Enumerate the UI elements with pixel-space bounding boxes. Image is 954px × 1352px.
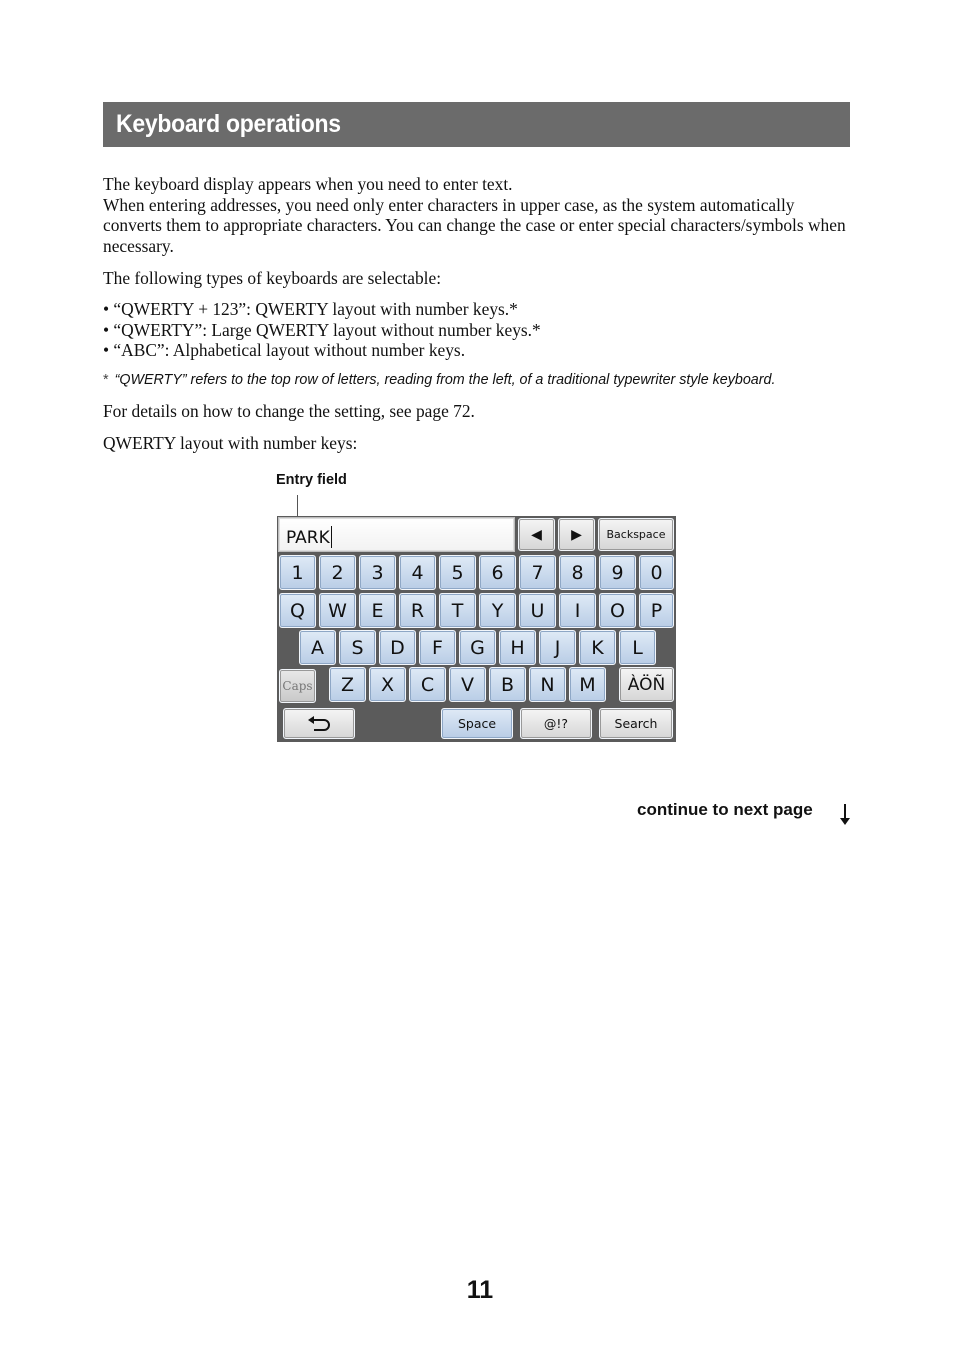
layout-caption-text: QWERTY layout with number keys: <box>103 433 358 453</box>
key-label: M <box>579 673 596 696</box>
key-w[interactable] <box>319 593 356 628</box>
key-label: O <box>610 599 625 622</box>
list-item: • “QWERTY + 123”: QWERTY layout with number keys.* <box>103 299 518 319</box>
key-p[interactable] <box>639 593 674 628</box>
search-button[interactable] <box>599 708 673 739</box>
entry-field-value: PARK <box>286 528 330 548</box>
key-y[interactable] <box>479 593 516 628</box>
key-k[interactable] <box>579 630 616 665</box>
key-o[interactable] <box>599 593 636 628</box>
right-arrow-icon: ▶ <box>571 526 582 543</box>
key-g[interactable] <box>459 630 496 665</box>
key-label: J <box>554 636 561 659</box>
key-m[interactable] <box>569 667 606 702</box>
key-label: U <box>530 599 545 622</box>
details-paragraph <box>103 401 853 422</box>
key-label: B <box>500 673 515 696</box>
key-j[interactable] <box>539 630 576 665</box>
key-label: S <box>351 636 364 659</box>
search-label: Search <box>614 716 658 731</box>
key-i[interactable] <box>559 593 596 628</box>
entry-field[interactable] <box>278 517 515 552</box>
accented-characters-button[interactable] <box>619 667 674 702</box>
key-1[interactable] <box>279 555 316 590</box>
key-z[interactable] <box>329 667 366 702</box>
key-v[interactable] <box>449 667 486 702</box>
back-icon <box>306 716 332 732</box>
layout-caption <box>103 433 853 454</box>
key-3[interactable] <box>359 555 396 590</box>
symbols-label: @!? <box>543 716 569 731</box>
footnote <box>103 372 863 388</box>
key-label: R <box>410 599 425 622</box>
keyboard-types-text: The following types of keyboards are selectable: <box>103 268 442 288</box>
key-7[interactable] <box>519 555 556 590</box>
key-label: 3 <box>371 561 384 584</box>
key-label: 5 <box>451 561 464 584</box>
key-label: 9 <box>611 561 624 584</box>
key-6[interactable] <box>479 555 516 590</box>
key-label: I <box>574 599 581 622</box>
key-2[interactable] <box>319 555 356 590</box>
list-item: • “ABC”: Alphabetical layout without number keys. <box>103 340 466 360</box>
key-x[interactable] <box>369 667 406 702</box>
page-number: 11 <box>466 1276 494 1304</box>
key-label: H <box>510 636 525 659</box>
intro-line-1: The keyboard display appears when you need to enter text. <box>103 174 513 194</box>
key-c[interactable] <box>409 667 446 702</box>
space-button[interactable] <box>441 708 513 739</box>
keyboard-types-intro <box>103 268 853 289</box>
key-label: G <box>470 636 485 659</box>
continue-notice: continue to next page <box>637 800 813 819</box>
key-label: 0 <box>650 561 663 584</box>
footnote-text: “QWERTY” refers to the top row of letters, reading from the left, of a traditional typewriter style keyboard. <box>114 372 776 388</box>
key-0[interactable] <box>639 555 674 590</box>
cursor-right-button[interactable] <box>558 518 595 551</box>
key-q[interactable] <box>279 593 316 628</box>
space-label: Space <box>457 716 497 731</box>
key-label: D <box>390 636 405 659</box>
key-b[interactable] <box>489 667 526 702</box>
intro-paragraph <box>103 174 853 256</box>
key-4[interactable] <box>399 555 436 590</box>
key-label: 6 <box>491 561 504 584</box>
key-e[interactable] <box>359 593 396 628</box>
key-label: V <box>461 673 474 696</box>
key-label: A <box>311 636 324 659</box>
key-l[interactable] <box>619 630 656 665</box>
footnote-mark: * <box>103 372 109 388</box>
back-button[interactable] <box>283 708 355 739</box>
entry-field-callout: Entry field <box>276 472 347 488</box>
key-a[interactable] <box>299 630 336 665</box>
backspace-button[interactable] <box>598 518 674 551</box>
key-label: C <box>420 673 435 696</box>
key-label: E <box>371 599 384 622</box>
key-label: Q <box>290 599 305 622</box>
on-screen-keyboard <box>277 516 676 742</box>
key-label: Z <box>340 673 355 696</box>
key-label: F <box>432 636 443 659</box>
key-d[interactable] <box>379 630 416 665</box>
key-label: N <box>540 673 555 696</box>
list-item: • “QWERTY”: Large QWERTY layout without number keys.* <box>103 319 541 340</box>
text-cursor <box>331 526 333 548</box>
section-title: Keyboard operations <box>116 110 341 138</box>
key-9[interactable] <box>599 555 636 590</box>
key-r[interactable] <box>399 593 436 628</box>
section-header <box>103 102 850 147</box>
caps-button[interactable] <box>279 669 316 703</box>
key-h[interactable] <box>499 630 536 665</box>
left-arrow-icon: ◀ <box>531 526 542 543</box>
details-text: For details on how to change the setting, see page 72. <box>103 401 475 421</box>
cursor-left-button[interactable] <box>518 518 555 551</box>
key-label: 7 <box>531 561 544 584</box>
key-f[interactable] <box>419 630 456 665</box>
key-label: 8 <box>571 561 584 584</box>
key-5[interactable] <box>439 555 476 590</box>
key-s[interactable] <box>339 630 376 665</box>
key-label: 2 <box>331 561 344 584</box>
key-label: P <box>650 599 663 622</box>
backspace-label: Backspace <box>606 528 666 541</box>
key-label: W <box>328 599 347 622</box>
keyboard-types-list <box>103 299 853 361</box>
intro-line-2: When entering addresses, you need only enter characters in upper case, as the system automatically converts them to appropriate characters. You can change the case or enter special characters/symbols when necessary. <box>103 194 846 256</box>
symbols-button[interactable] <box>520 708 592 739</box>
key-8[interactable] <box>559 555 596 590</box>
key-label: K <box>591 636 604 659</box>
key-label: X <box>380 673 395 696</box>
key-t[interactable] <box>439 593 476 628</box>
key-u[interactable] <box>519 593 556 628</box>
caps-label: Caps <box>282 679 313 693</box>
key-label: T <box>451 599 464 622</box>
key-label: 4 <box>411 561 424 584</box>
key-label: L <box>632 636 643 659</box>
arrow-down-icon <box>838 804 852 826</box>
key-label: 1 <box>291 561 304 584</box>
key-label: Y <box>491 599 504 622</box>
key-n[interactable] <box>529 667 566 702</box>
accents-label: ÀÖÑ <box>627 674 666 695</box>
